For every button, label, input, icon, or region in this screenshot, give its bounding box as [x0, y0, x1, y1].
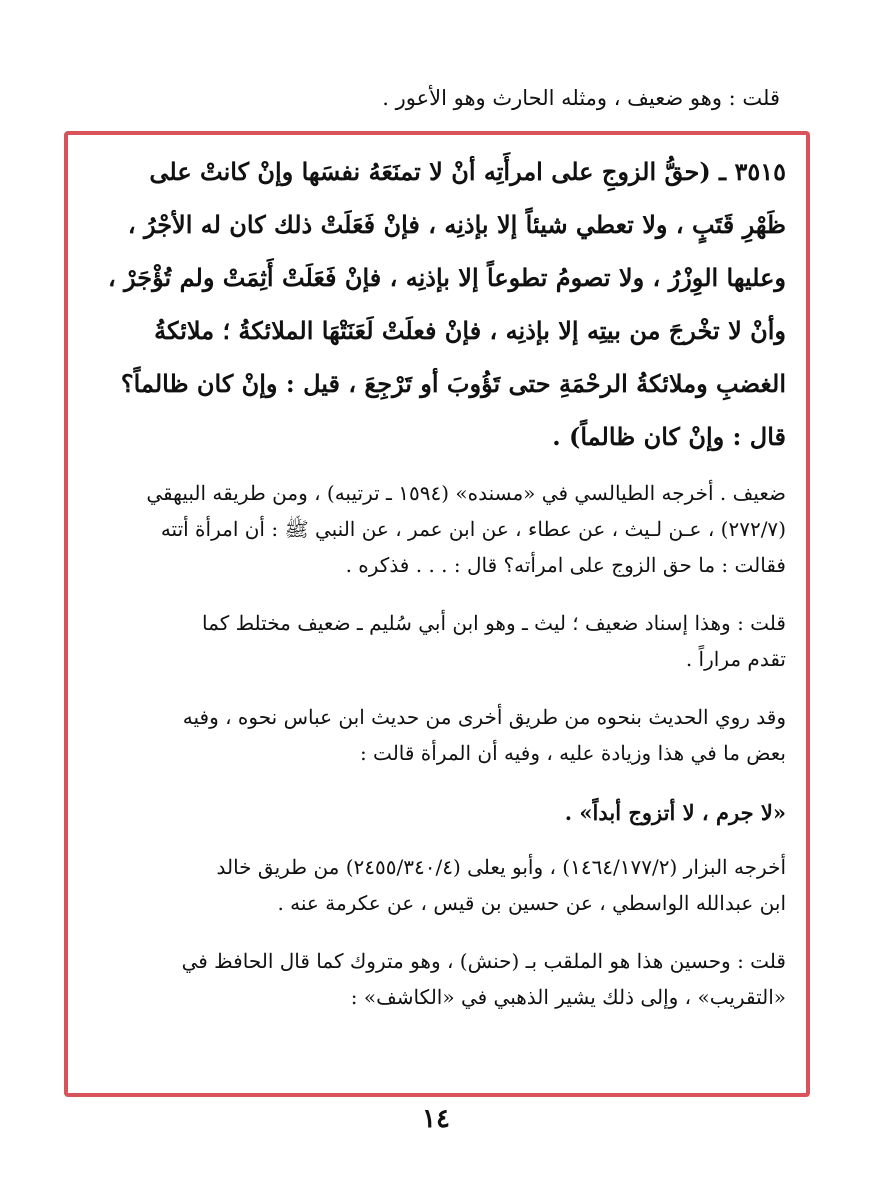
paragraph-line: قلت : وحسين هذا هو الملقب بـ (حنش) ، وهو متروك كما قال الحافظ في	[181, 949, 786, 973]
quoted-statement: «لا جرم ، لا أتزوج أبداً» .	[564, 800, 786, 825]
bazzar-paragraph	[84, 849, 786, 921]
hadith-line: ٣٥١٥ ـ (حقُّ الزوجِ على امرأَتِه أنْ لا تمنَعَهُ نفسَها وإنْ كانتْ على	[149, 157, 786, 186]
framed-content	[84, 145, 786, 1037]
hadith-line: قال : وإنْ كان ظالماً) .	[552, 422, 786, 451]
top-note: قلت : وهو ضعيف ، ومثله الحارث وهو الأعور .	[382, 86, 780, 110]
paragraph-line: ضعيف . أخرجه الطيالسي في «مسنده» (١٥٩٤ ـ ترتيبه) ، ومن طريقه البيهقي	[146, 481, 786, 505]
paragraph-line: فقالت : ما حق الزوج على امرأته؟ قال : . . . فذكره .	[345, 553, 786, 577]
paragraph-line: بعض ما في هذا وزيادة عليه ، وفيه أن المرأة قالت :	[359, 741, 786, 765]
hanash-comment-paragraph	[84, 943, 786, 1015]
takhrij-paragraph	[84, 475, 786, 583]
hadith-line: وعليها الوِزْرُ ، ولا تصومُ تطوعاً إلا بإذنِه ، فإنْ فَعَلَتْ أَثِمَتْ ولم تُؤْجَرْ ،	[107, 263, 786, 292]
paragraph-line: (٢٧٢/٧) ، عـن لـيث ، عن عطاء ، عن ابن عمر ، عن النبي ﷺ : أن امرأة أتته	[160, 517, 786, 541]
hadith-line: ظَهْرِ قَتَبٍ ، ولا تعطي شيئاً إلا بإذنِه ، فإنْ فَعَلَتْ ذلك كان له الأجْرُ ،	[127, 210, 786, 239]
hadith-text	[84, 145, 786, 463]
paragraph-line: قلت : وهذا إسناد ضعيف ؛ ليث ـ وهو ابن أبي سُليم ـ ضعيف مختلط كما	[202, 611, 786, 635]
other-route-paragraph	[84, 699, 786, 771]
paragraph-line: تقدم مراراً .	[685, 647, 786, 671]
paragraph-line: ابن عبدالله الواسطي ، عن حسين بن قيس ، عن عكرمة عنه .	[277, 891, 786, 915]
paragraph-line: وقد روي الحديث بنحوه من طريق أخرى من حديث ابن عباس نحوه ، وفيه	[182, 705, 786, 729]
paragraph-line: أخرجه البزار (١٤٦٤/١٧٧/٢) ، وأبو يعلى (٢٤٥٥/٣٤٠/٤) من طريق خالد	[216, 855, 786, 879]
hadith-line: وأنْ لا تخْرجَ من بيتِه إلا بإذنِه ، فإنْ فعلَتْ لَعَنَتْهَا الملائكةُ ؛ ملائكةُ	[154, 316, 786, 345]
hadith-line: الغضبِ وملائكةُ الرحْمَةِ حتى تَؤُوبَ أو تَرْجِعَ ، قيل : وإنْ كان ظالماً؟	[120, 369, 786, 398]
isnad-comment-paragraph	[84, 605, 786, 677]
page-number: ١٤	[422, 1104, 450, 1134]
paragraph-line: «التقريب» ، وإلى ذلك يشير الذهبي في «الكاشف» :	[350, 985, 786, 1009]
